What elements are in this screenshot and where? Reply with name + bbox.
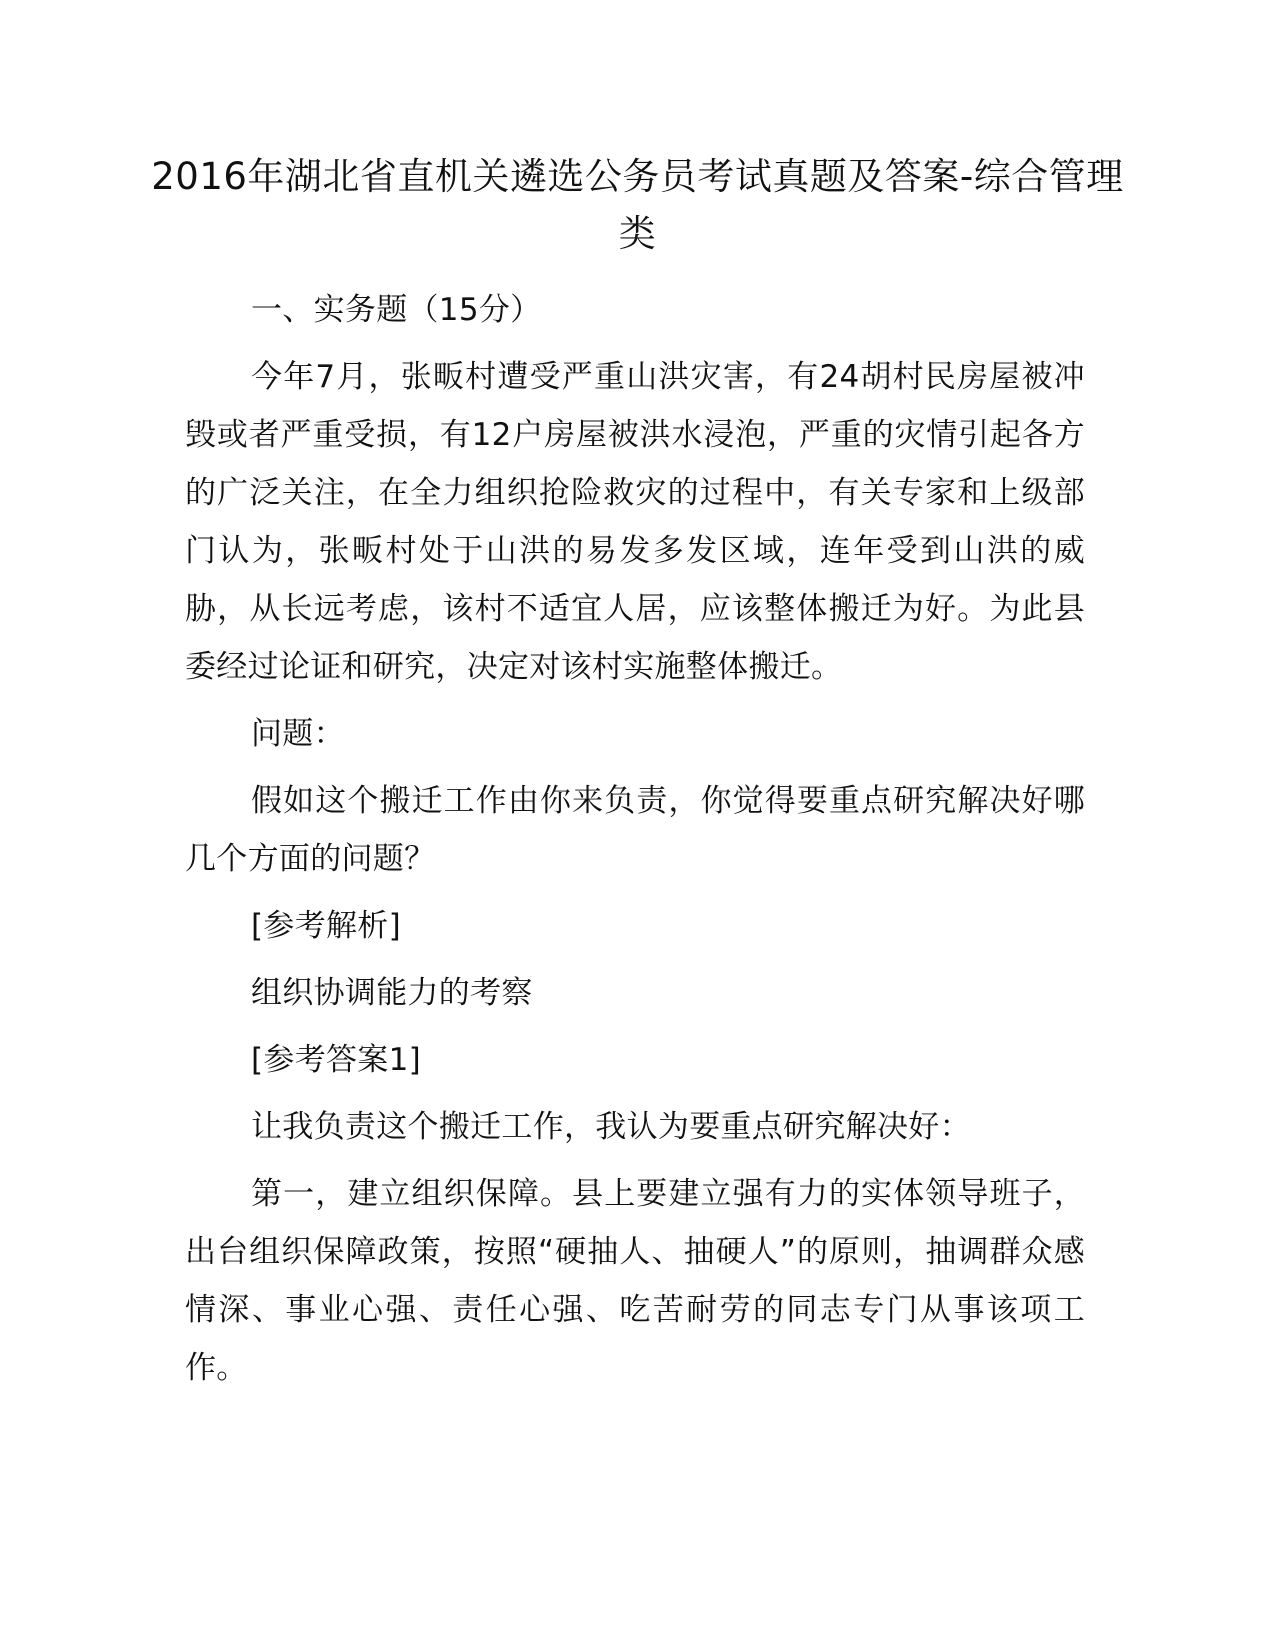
analysis-label: [参考解析] [251,908,401,944]
question-label: 问题： [251,716,345,752]
document-title: 2016年湖北省直机关遴选公务员考试真题及答案-综合管理类 [151,155,1124,255]
analysis-paragraph: 组织协调能力的考察 [251,975,533,1011]
answer-intro-paragraph: 让我负责这个搬迁工作，我认为要重点研究解决好： [251,1109,971,1145]
answer-label: [参考答案1] [251,1042,422,1078]
answer-point-paragraph: 第一，建立组织保障。县上要建立强有力的实体领导班子，出台组织保障政策，按照“硬抽人、抽硬人”的原则，抽调群众感情深、事业心强、责任心强、吃苦耐劳的同志专门从事该项工作。 [185,1176,1085,1386]
question-paragraph: 假如这个搬迁工作由你来负责，你觉得要重点研究解决好哪几个方面的问题？ [185,783,1085,877]
section-heading: 一、实务题（15分） [251,292,542,328]
case-paragraph: 今年7月，张畈村遭受严重山洪灾害，有24胡村民房屋被冲毁或者严重受损，有12户房屋被洪水浸泡，严重的灾情引起各方的广泛关注，在全力组织抢险救灾的过程中，有关专家和上级部门认为，张畈村处于山洪的易发多发区域，连年受到山洪的威胁，从长远考虑，该村不适宜人居，应该整体搬迁为好。为此县委经过论证和研究，决定对该村实施整体搬迁。 [185,359,1085,685]
document-body [185,281,1085,1406]
